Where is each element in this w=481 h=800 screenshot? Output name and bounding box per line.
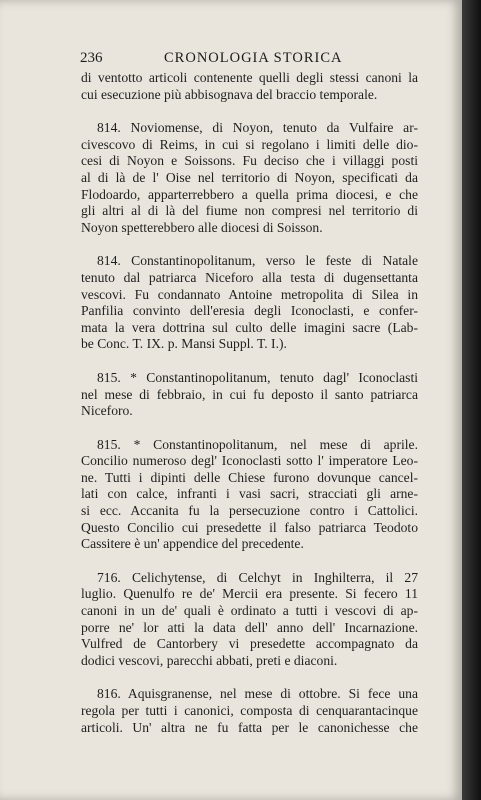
text-line: di ventotto articoli contenente quelli degli stessi canoni la: [81, 70, 418, 85]
text-line: be Conc. T. IX. p. Mansi Suppl. T. I.).: [81, 336, 287, 352]
paragraph: [81, 120, 418, 236]
text-line: regola per tutti i canonici, composta di cenquarantacinque: [81, 703, 418, 718]
text-line: Questo Concilio cui presedette il falso patriarca Teodoto: [81, 519, 418, 535]
text-line: 816. Aquisgranense, nel mese di ottobre. Si fece una: [97, 686, 418, 702]
text-line: si ecc. Accanita fu la persecuzione contro i Cattolici.: [81, 503, 418, 519]
text-line: canoni in un de' quali è ordinato a tutti i vescovi di ap-: [81, 603, 418, 619]
text-line: lati con calce, infranti i vasi sacri, stracciati gli arne-: [81, 486, 418, 502]
text-line: 815. * Constantinopolitanum, nel mese di aprile.: [97, 436, 418, 452]
text-line: cui esecuzione più abbisognava del braccio temporale.: [81, 86, 378, 102]
text-line: Niceforo.: [81, 403, 133, 419]
text-line: mata la vera dottrina sul culto delle imagini sacre (Lab-: [81, 319, 418, 335]
text-line: luglio. Quenulfo re de' Mercii era presente. Si fecero 11: [81, 586, 418, 602]
text-line: 814. Constantinopolitanum, verso le feste di Natale: [97, 253, 418, 269]
running-title: CRONOLOGIA STORICA: [164, 50, 343, 66]
text-line: tenuto dal patriarca Niceforo alla testa di dugensettanta: [81, 269, 418, 285]
text-line: 815. * Constantinopolitanum, tenuto dagl' Iconoclasti: [97, 369, 418, 385]
paragraph: [81, 370, 418, 420]
text-line: al di là de l' Oise nel territorio di Noyon, specificati da: [81, 169, 418, 185]
text-line: 814. Noviomense, di Noyon, tenuto da Vulfaire ar-: [97, 120, 418, 136]
paragraph: [81, 70, 418, 103]
text-line: vescovi. Fu condannato Antoine metropolita di Silea in: [81, 286, 418, 302]
page-edge-shadow: [462, 0, 481, 800]
text-line: cesi di Noyon e Soissons. Fu deciso che i villaggi posti: [81, 153, 418, 169]
paragraph: [81, 253, 418, 353]
text-line: Flodoardo, apparterrebbero a quella prima diocesi, e che: [81, 186, 418, 202]
text-line: Concilio numeroso degl' Iconoclasti sotto l' imperatore Leo-: [81, 453, 418, 469]
text-line: Panfilia convinto dell'eresia degli Iconoclasti, e confer-: [81, 303, 418, 319]
text-line: gli altri al di là del fiume non compresi nel territorio di: [81, 203, 418, 219]
text-line: Noyon spetterebbero alle diocesi di Soisson.: [81, 219, 323, 235]
running-header: [80, 50, 418, 70]
text-line: Vulfred de Cantorbery vi presedette accompagnato da: [81, 636, 418, 652]
text-line: 716. Celichytense, di Celchyt in Inghilterra, il 27: [97, 569, 418, 585]
text-line: articoli. Un' altra ne fu fatta per le canonichesse che: [81, 719, 418, 735]
text-line: porre ne' lor atti la data dell' anno dell' Incarnazione.: [81, 619, 418, 635]
paragraph: [81, 437, 418, 553]
text-line: civescovo di Reims, in cui si regolano i limiti delle dio-: [81, 136, 418, 152]
text-line: dodici vescovi, parecchi abbati, preti e diaconi.: [81, 652, 338, 668]
text-line: ne. Tutti i dipinti delle Chiese furono dovunque cancel-: [81, 469, 418, 485]
text-line: nel mese di febbraio, in cui fu deposto il santo patriarca: [81, 386, 418, 402]
paragraph: [81, 686, 418, 736]
paragraph: [81, 570, 418, 670]
page-body: [81, 70, 418, 753]
page-number: 236: [80, 50, 103, 66]
text-line: Cassitere è un' appendice del precedente.: [81, 536, 304, 552]
